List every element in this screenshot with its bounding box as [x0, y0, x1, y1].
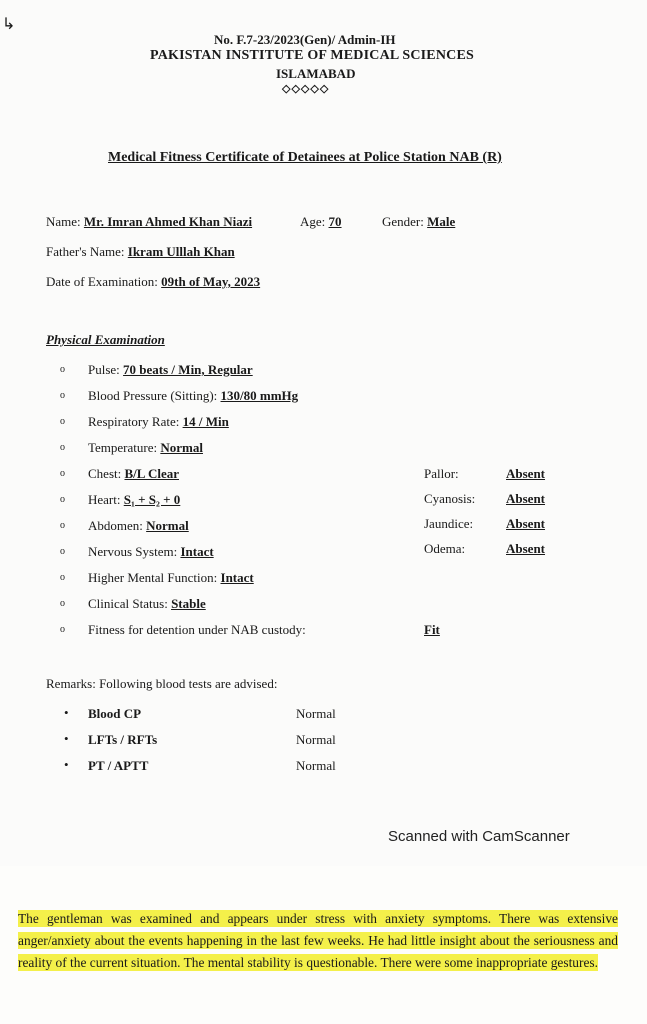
remarks-text: Remarks: Following blood tests are advised:: [46, 676, 278, 691]
age-label: Age:: [300, 214, 326, 229]
highlighted-notes-text: The gentleman was examined and appears under stress with anxiety symptoms. There was extensive anger/anxiety about the events happening in the last few weeks. He had little insight about the seriousness and reality of the current situation. The mental stability is questionable. There were some inappropriate gestures.: [18, 911, 618, 970]
exam-date-field: [46, 274, 260, 290]
circle-bullet-icon: o: [60, 364, 65, 375]
corner-mark: ↳: [2, 16, 16, 33]
physical-exam-heading: Physical Examination: [46, 332, 165, 347]
father-name: Ikram Ulllah Khan: [127, 244, 235, 259]
reference-number: No. F.7-23/2023(Gen)/ Admin-IH: [214, 32, 396, 47]
sign-odema: Odema: Absent: [424, 541, 546, 556]
patient-name: Mr. Imran Ahmed Khan Niazi: [83, 214, 253, 229]
highlighted-notes-paragraph: [18, 908, 618, 974]
bullet-icon: •: [64, 757, 69, 772]
circle-bullet-icon: o: [60, 520, 65, 531]
fitness-value: Fit: [424, 622, 440, 637]
bullet-icon: •: [64, 731, 69, 746]
sign-cyanosis: Cyanosis: Absent: [424, 491, 546, 506]
circle-bullet-icon: o: [60, 390, 65, 401]
circle-bullet-icon: o: [60, 494, 65, 505]
circle-bullet-icon: o: [60, 572, 65, 583]
exam-date: 09th of May, 2023: [161, 274, 261, 289]
circle-bullet-icon: o: [60, 416, 65, 427]
certificate-title: Medical Fitness Certificate of Detainees at Police Station NAB (R): [108, 150, 502, 165]
circle-bullet-icon: o: [60, 546, 65, 557]
test-blood-cp: • Blood CP Normal: [64, 705, 336, 721]
sign-jaundice: Jaundice: Absent: [424, 516, 546, 531]
test-lfts-rfts: • LFTs / RFTs Normal: [64, 731, 336, 747]
camscanner-watermark: Scanned with CamScanner: [388, 828, 570, 845]
institute-name: PAKISTAN INSTITUTE OF MEDICAL SCIENCES: [150, 48, 474, 63]
circle-bullet-icon: o: [60, 598, 65, 609]
test-pt-aptt: • PT / APTT Normal: [64, 757, 336, 773]
patient-name-field: [46, 214, 252, 230]
name-label: Name:: [46, 214, 81, 229]
patient-age-field: [300, 214, 342, 230]
certificate-page: ↳ No. F.7-23/2023(Gen)/ Admin-IH PAKISTAN INSTITUTE OF MEDICAL SCIENCES ISLAMABAD ◇◇◇◇◇ Medical Fitness Certificate of Detainees at Police Station NAB (R) Name: Mr. Imran Ahmed Khan Niazi Age: 70 Gender: Male Father's Name: Ikram Ulllah Khan Date of Examination: 09th of May, 2023 Physical Examination o Pulse: 70 beats / Min, Regular o Blood Pressure (Sitting): 130/80 mmHg o Respiratory Rate: 14 / Min o Temperature: Normal o Chest: B/L Clear o Heart: S₁ + S₂ + 0 o Abdomen: Normal o Nervous System: Intact o Higher Mental Function: Intact o Clinical Status: Stable o Fitness for detention under NAB custody: Pallor: Absent Cyanosis: Absent Jaundice: Absent Odema: Absent Fit Remarks: Following blood tests are advised: • Blood CP Normal • LFTs / RFTs Normal • PT / APTT Normal Scanned with CamScanner: [0, 0, 647, 866]
circle-bullet-icon: o: [60, 468, 65, 479]
side-signs: [424, 466, 604, 566]
father-label: Father's Name:: [46, 244, 125, 259]
patient-gender-field: [382, 214, 455, 230]
circle-bullet-icon: o: [60, 624, 65, 635]
date-label: Date of Examination:: [46, 274, 158, 289]
blood-tests-list: [64, 706, 364, 784]
patient-age: 70: [328, 214, 342, 229]
header-ornament: ◇◇◇◇◇: [282, 83, 330, 95]
bullet-icon: •: [64, 705, 69, 720]
institute-city: ISLAMABAD: [276, 66, 356, 81]
patient-gender: Male: [427, 214, 456, 229]
circle-bullet-icon: o: [60, 442, 65, 453]
father-name-field: [46, 244, 235, 260]
gender-label: Gender:: [382, 214, 424, 229]
sign-pallor: Pallor: Absent: [424, 466, 546, 481]
